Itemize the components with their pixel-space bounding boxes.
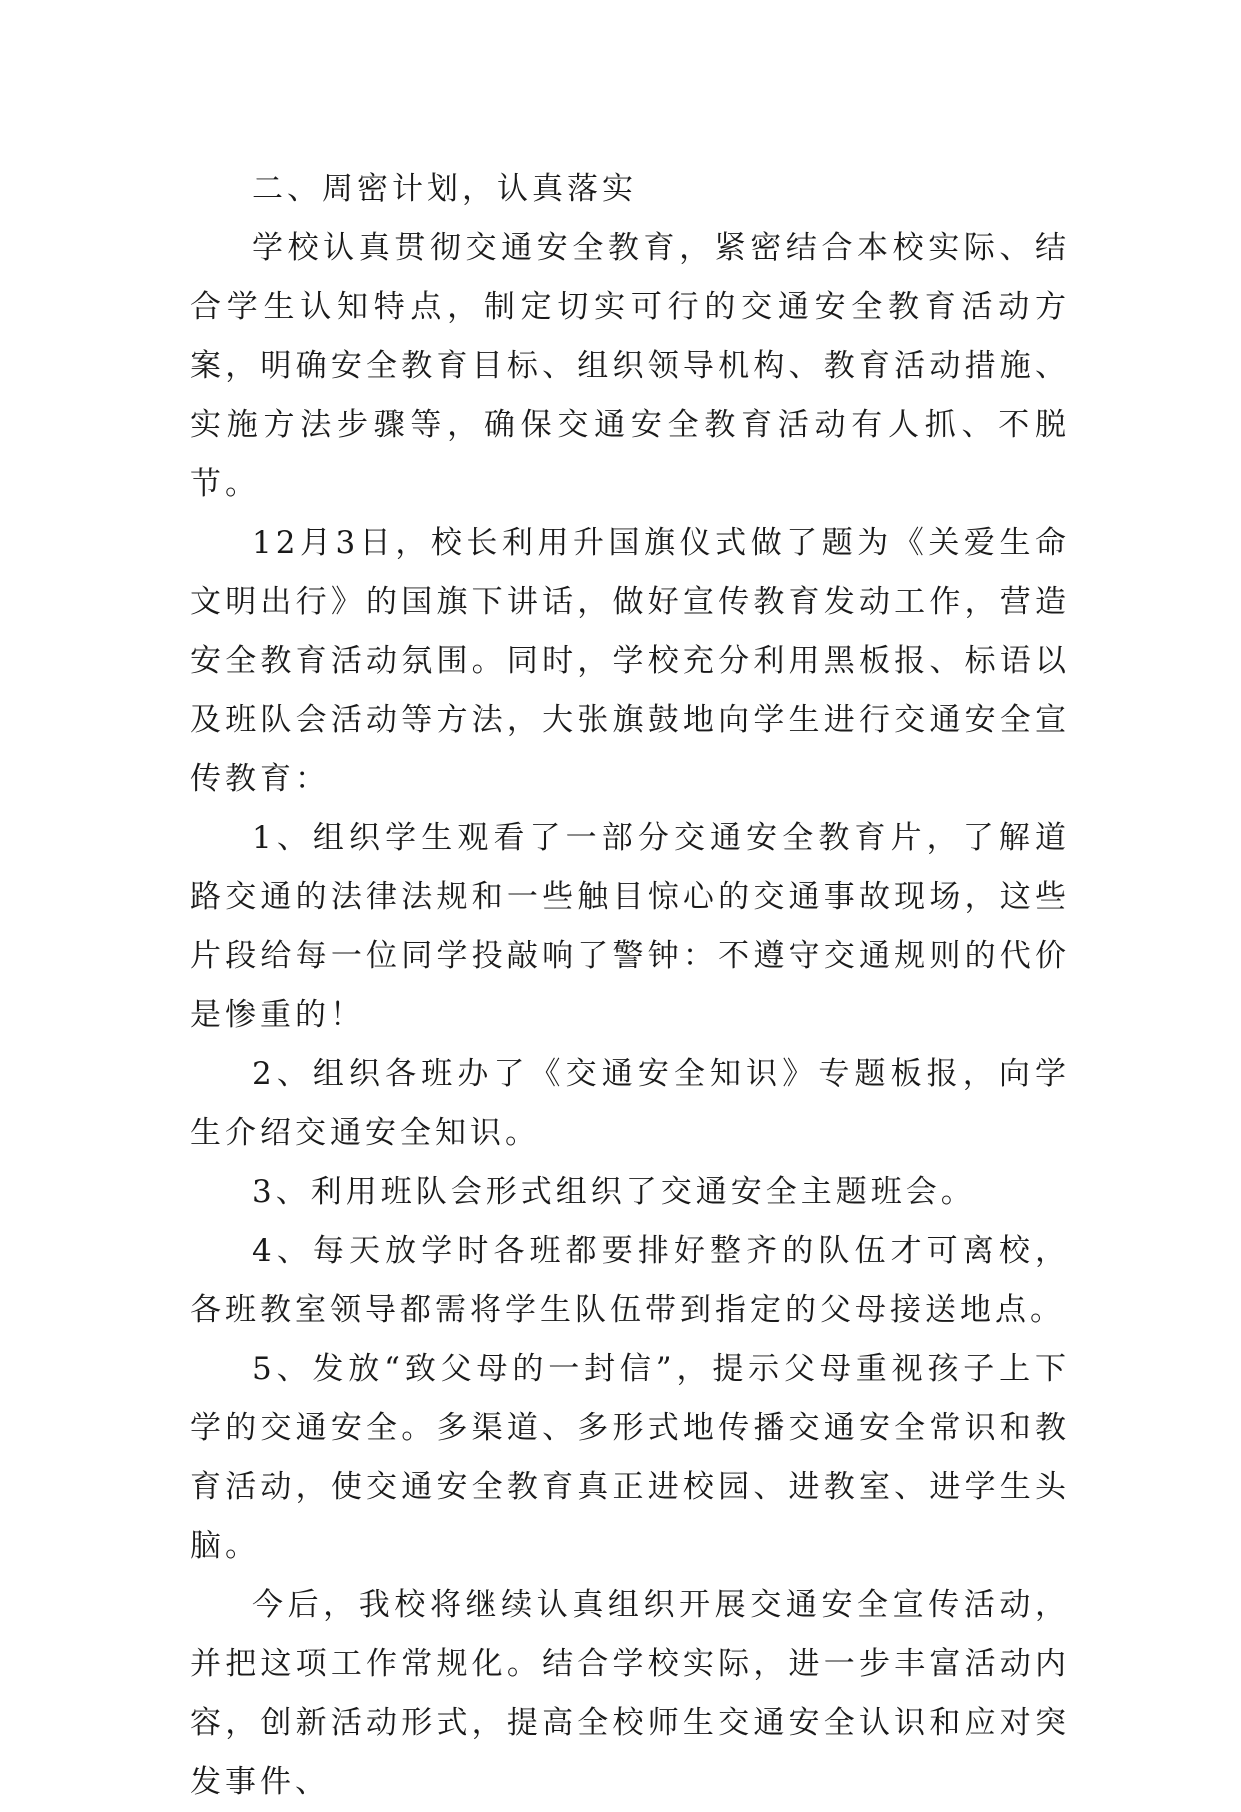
list-item-3: 3、利用班队会形式组织了交通安全主题班会。 [252, 1174, 976, 1210]
list-item-5: 5、发放“致父母的一封信”，提示父母重视孩子上下学的交通安全。多渠道、多形式地传播交通安全常识和教育活动，使交通安全教育真正进校园、进教室、进学生头脑。 [190, 1351, 1070, 1564]
section-heading: 二、周密计划，认真落实 [252, 171, 637, 207]
paragraph-flag-speech: 12月3日，校长利用升国旗仪式做了题为《关爱生命文明出行》的国旗下讲话，做好宣传教育发动工作，营造安全教育活动氛围。同时，学校充分利用黑板报、标语以及班队会活动等方法，大张旗鼓地向学生进行交通安全宣传教育： [190, 525, 1070, 797]
list-item-2: 2、组织各班办了《交通安全知识》专题板报，向学生介绍交通安全知识。 [190, 1056, 1070, 1151]
document-body [190, 160, 1070, 1812]
list-item-4: 4、每天放学时各班都要排好整齐的队伍才可离校，各班教室领导都需将学生队伍带到指定的父母接送地点。 [190, 1233, 1070, 1328]
list-item-1: 1、组织学生观看了一部分交通安全教育片，了解道路交通的法律法规和一些触目惊心的交通事故现场，这些片段给每一位同学投敲响了警钟：不遵守交通规则的代价是惨重的！ [190, 820, 1070, 1033]
paragraph-future: 今后，我校将继续认真组织开展交通安全宣传活动，并把这项工作常规化。结合学校实际，进一步丰富活动内容，创新活动形式，提高全校师生交通安全认识和应对突发事件、 [190, 1587, 1070, 1800]
paragraph-plan: 学校认真贯彻交通安全教育，紧密结合本校实际、结合学生认知特点，制定切实可行的交通安全教育活动方案，明确安全教育目标、组织领导机构、教育活动措施、实施方法步骤等，确保交通安全教育活动有人抓、不脱节。 [190, 230, 1070, 502]
